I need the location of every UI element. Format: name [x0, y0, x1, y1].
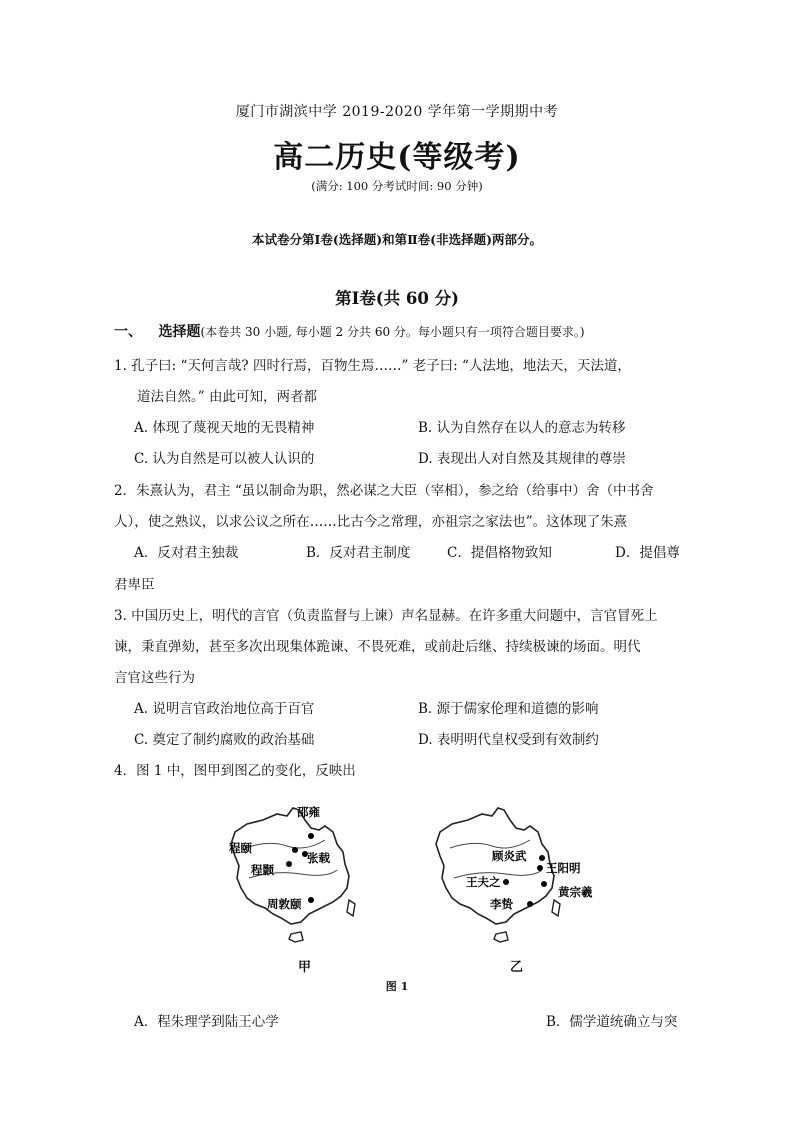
map-jia-taiwan: [347, 900, 355, 916]
map-yi-caption: 乙: [510, 960, 524, 975]
map-jia-dot-chenghao: [286, 861, 292, 867]
map-jia-dot-chengyi: [292, 847, 298, 853]
map-yi-hainan: [494, 932, 508, 942]
q4-option-b[interactable]: B．儒学道统确立与突: [546, 1014, 678, 1030]
q3-stem-line1: 3. 中国历史上，明代的言官（负责监督与上谏）声名显赫。在许多重大问题中，言官冒死上: [114, 608, 658, 624]
map-jia: [225, 800, 365, 955]
q2-option-d-continued: 君卑臣: [114, 577, 155, 593]
map-yi-dot-lizhi: [527, 901, 533, 907]
section-heading: [114, 321, 585, 341]
q2-option-b[interactable]: B．反对君主制度: [306, 545, 411, 561]
map-jia-hainan: [289, 932, 303, 942]
map-jia-caption: 甲: [298, 960, 312, 975]
q3-stem-line2: 谏，秉直弹劾，甚至多次出现集体跪谏、不畏死难，或前赴后继、持续极谏的场面。明代: [114, 639, 641, 655]
section-title: 选择题: [158, 324, 201, 340]
q3-option-c[interactable]: C. 奠定了制约腐败的政治基础: [134, 732, 315, 748]
q3-option-b[interactable]: B. 源于儒家伦理和道德的影响: [418, 701, 599, 717]
q1-stem-line2: 道法自然。” 由此可知，两者都: [137, 389, 317, 405]
q2-option-d[interactable]: D．提倡尊: [615, 545, 680, 561]
map-yi-label: 黄宗羲: [558, 885, 593, 899]
q1-option-d[interactable]: D. 表现出人对自然及其规律的尊崇: [418, 451, 626, 467]
map-jia-dot-zhoudunyi: [308, 897, 314, 903]
volume-1-heading: 第Ⅰ卷(共 60 分): [335, 289, 459, 308]
map-jia-dot-shaoyong: [308, 833, 314, 839]
map-yi-dot-wangfuzhi: [503, 879, 509, 885]
map-yi-dot-guyanwu: [539, 855, 545, 861]
map-jia-label: 程颐: [229, 841, 252, 855]
map-yi-label: 顾炎武: [492, 849, 527, 863]
score-time-info: (满分: 100 分考试时间: 90 分钟): [311, 179, 483, 193]
map-jia-label: 张载: [307, 851, 330, 865]
map-jia-label: 周敦颐: [267, 897, 302, 911]
school-term-header: 厦门市湖滨中学 2019-2020 学年第一学期期中考: [235, 104, 559, 120]
q1-option-c[interactable]: C. 认为自然是可以被人认识的: [134, 451, 315, 467]
map-yi: [430, 800, 610, 955]
map-yi-label: 王阳明: [546, 861, 581, 875]
q1-option-b[interactable]: B. 认为自然存在以人的意志为转移: [418, 420, 626, 436]
q1-stem-line1: 1. 孔子曰: “天何言哉? 四时行焉，百物生焉……” 老子曰: “人法地，地法天，天法道，: [114, 358, 631, 374]
map-jia-river-north: [245, 840, 325, 848]
q4-stem: 4．图 1 中，图甲到图乙的变化，反映出: [114, 763, 356, 779]
map-yi-taiwan: [552, 900, 560, 916]
map-yi-dot-wangyangming: [537, 865, 543, 871]
q2-option-c[interactable]: C．提倡格物致知: [447, 545, 552, 561]
map-yi-river-north: [450, 840, 530, 848]
q3-option-a[interactable]: A. 说明言官政治地位高于百官: [134, 701, 315, 717]
map-jia-label: 程颢: [251, 863, 274, 877]
exam-title: 高二历史(等级考): [273, 140, 521, 175]
q4-option-a[interactable]: A．程朱理学到陆王心学: [134, 1014, 279, 1030]
section-description: (本卷共 30 小题, 每小题 2 分共 60 分。每小题只有一项符合题目要求。): [200, 325, 585, 339]
exam-intro: 本试卷分第Ⅰ卷(选择题)和第Ⅱ卷(非选择题)两部分。: [251, 232, 543, 247]
q2-option-a[interactable]: A．反对君主独裁: [134, 545, 239, 561]
map-jia-label: 邵雍: [297, 805, 320, 819]
q1-option-a[interactable]: A. 体现了蔑视天地的无畏精神: [134, 420, 315, 436]
map-yi-label: 李贽: [490, 897, 513, 911]
q3-option-d[interactable]: D. 表明明代皇权受到有效制约: [418, 732, 599, 748]
q3-stem-line3: 言官这些行为: [114, 670, 195, 686]
map-yi-label: 王夫之: [466, 875, 501, 889]
q2-stem-line2: 人），使之熟议，以求公议之所在……比古今之常理，亦祖宗之家法也”。这体现了朱熹: [114, 514, 628, 530]
section-number: 一、: [114, 324, 142, 340]
map-yi-dot-huangzongxi: [541, 881, 547, 887]
q2-stem-line1: 2．朱熹认为，君主 “虽以制命为职，然必谋之大臣（宰相），参之给（给事中）舍（中书舍: [114, 483, 654, 499]
figure-caption: 图 1: [385, 980, 409, 993]
